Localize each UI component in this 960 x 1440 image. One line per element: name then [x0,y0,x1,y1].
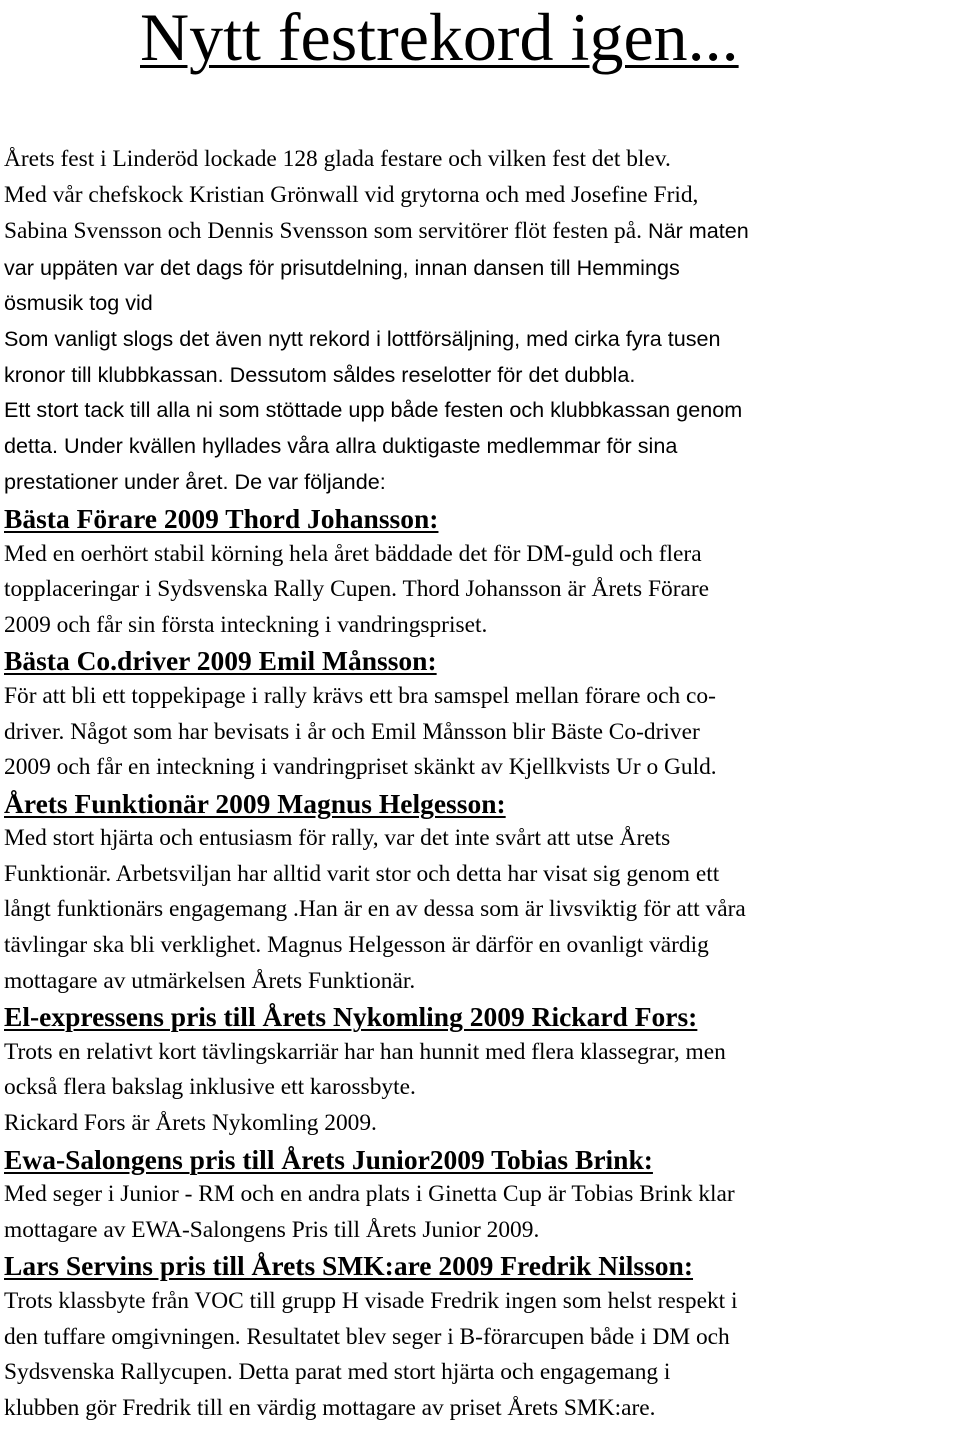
text-line: 2009 och får sin första inteckning i vandringspriset. [4,611,488,638]
text-line: Som vanligt slogs det även nytt rekord i lottförsäljning, med cirka fyra tusen [4,325,721,351]
text-line: Med en oerhört stabil körning hela året bäddade det för DM-guld och flera [4,540,702,567]
award-section [4,643,954,785]
award-section [4,1142,954,1249]
text-line: långt funktionärs engagemang .Han är en av dessa som är livsviktig för att våra [4,896,746,923]
text-line: Med stort hjärta och entusiasm för rally, var det inte svårt att utse Årets [4,825,671,852]
text-segment: När maten [641,218,749,244]
text-segment: Under kvällen hyllades våra allra duktigaste medlemmar för sina [58,432,678,458]
award-heading: Lars Servins pris till Årets SMK:are 2009 Fredrik Nilsson: [4,1250,694,1282]
text-line: Årets fest i Linderöd lockade 128 glada festare och vilken fest det blev. [4,146,671,172]
text-line [4,464,954,501]
award-heading: Bästa Co.driver 2009 Emil Månsson: [4,645,437,677]
text-line: Ett stort tack till alla ni som stöttade upp både festen och klubbkassan genom [4,397,743,423]
text-line: Med vår chefskock Kristian Grönwall vid grytorna och med Josefine Frid, [4,181,699,208]
intro-paragraph [4,142,954,501]
text-line: Rickard Fors är Årets Nykomling 2009. [4,1110,377,1137]
award-heading: Bästa Förare 2009 Thord Johansson: [4,502,439,534]
text-line [4,428,954,465]
text-line: Sydsvenska Rallycupen. Detta parat med stort hjärta och engagemang i [4,1359,671,1386]
text-line: driver. Något som har bevisats i år och Emil Månsson blir Bäste Co-driver [4,718,700,745]
award-heading: Årets Funktionär 2009 Magnus Helgesson: [4,787,506,819]
text-line: Med seger i Junior - RM och en andra plats i Ginetta Cup är Tobias Brink klar [4,1181,735,1208]
award-section [4,786,954,1000]
article-body [4,142,954,1426]
text-line: mottagare av utmärkelsen Årets Funktionär. [4,967,416,994]
text-line: också flera bakslag inklusive ett karossbyte. [4,1074,416,1101]
text-line: ösmusik tog vid [4,290,153,316]
award-section [4,1248,954,1426]
text-segment: prestationer under året. [4,469,229,495]
text-line: Trots en relativt kort tävlingskarriär har han hunnit med flera klassegrar, men [4,1038,726,1065]
text-segment: detta. [4,432,59,458]
text-line: klubben gör Fredrik till en värdig mottagare av priset Årets SMK:are. [4,1394,656,1421]
text-line: den tuffare omgivningen. Resultatet blev seger i B-förarcupen både i DM och [4,1323,730,1350]
text-line: Trots klassbyte från VOC till grupp H visade Fredrik ingen som helst respekt i [4,1288,738,1314]
award-heading: Ewa-Salongens pris till Årets Junior2009 Tobias Brink: [4,1143,653,1175]
award-section [4,501,954,643]
page-title: Nytt festrekord igen... [140,0,739,75]
text-line: Funktionär. Arbetsviljan har alltid varit stor och detta har visat sig genom ett [4,860,720,887]
text-line: var uppäten var det dags för prisutdelning, innan dansen till Hemmings [4,254,680,280]
text-segment: De var följande: [228,469,386,495]
text-line: 2009 och får en inteckning i vandringpriset skänkt av Kjellkvists Ur o Guld. [4,754,717,781]
text-line: tävlingar ska bli verklighet. Magnus Helgesson är därför en ovanligt värdig [4,932,709,959]
text-line [4,213,954,250]
award-section [4,999,954,1141]
text-line: För att bli ett toppekipage i rally krävs ett bra samspel mellan förare och co- [4,682,716,709]
award-heading: El-expressens pris till Årets Nykomling 2009 Rickard Fors: [4,1001,698,1033]
text-line: topplaceringar i Sydsvenska Rally Cupen. Thord Johansson är Årets Förare [4,576,710,603]
text-line: kronor till klubbkassan. Dessutom såldes reselotter för det dubbla. [4,361,636,387]
text-line: mottagare av EWA-Salongens Pris till Årets Junior 2009. [4,1216,540,1243]
text-segment: Sabina Svensson och Dennis Svensson som servitörer flöt festen på. [4,218,642,245]
